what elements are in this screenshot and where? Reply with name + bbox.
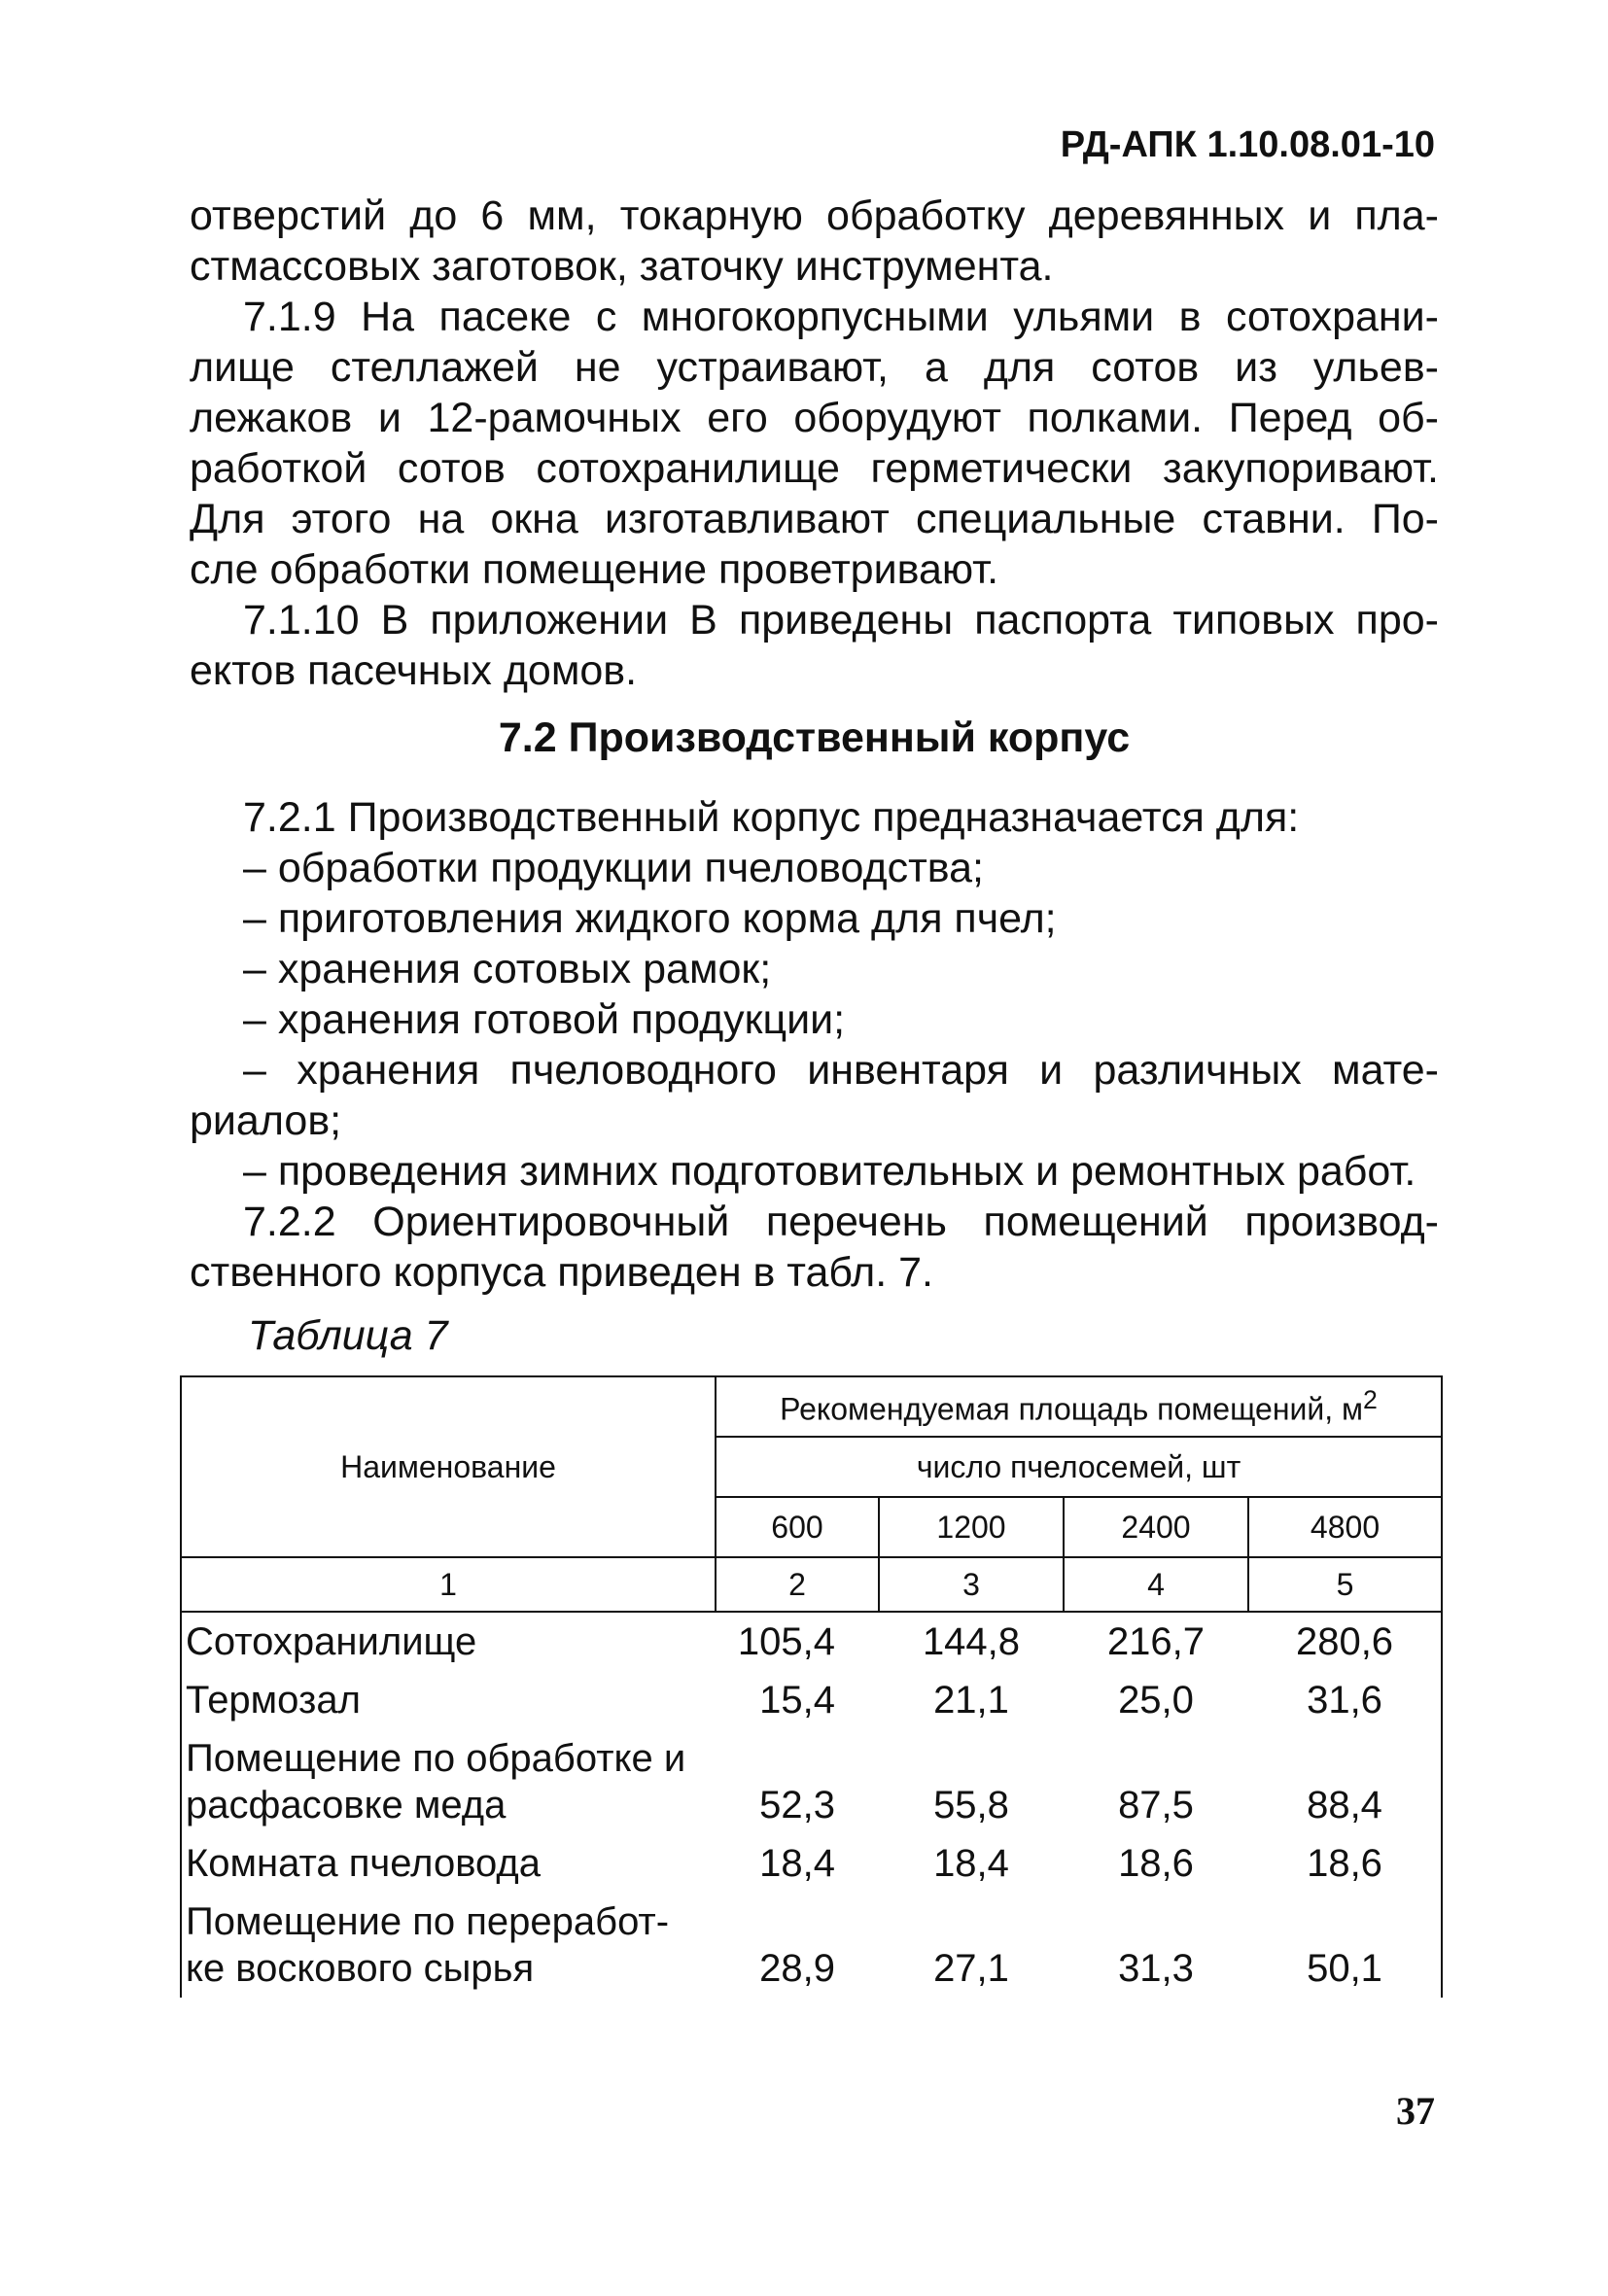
- table-cell: 88,4: [1248, 1729, 1442, 1834]
- table-cell: 18,6: [1248, 1834, 1442, 1893]
- column-header: 2400: [1064, 1497, 1248, 1557]
- text-line: Для этого на окна изготавливают специальные ставни. По-: [190, 496, 1439, 542]
- list-item: – хранения пчеловодного инвентаря и различных мате-: [243, 1047, 1439, 1094]
- column-number: 4: [1064, 1557, 1248, 1612]
- paragraph-7-1-9: [190, 292, 1439, 595]
- text-line: ектов пасечных домов.: [190, 647, 638, 694]
- table-cell: 55,8: [933, 1784, 1009, 1826]
- text-line: лежаков и 12-рамочных его оборудуют полками. Перед об-: [190, 395, 1439, 441]
- table-cell: 28,9: [759, 1947, 835, 1990]
- table-cell: 50,1: [1248, 1893, 1442, 1998]
- table-cell: 31,3: [1118, 1947, 1194, 1990]
- section-heading: 7.2 Производственный корпус: [498, 714, 1131, 761]
- text-line: сле обработки помещение проветривают.: [190, 546, 999, 593]
- row-name-line: Термозал: [186, 1679, 361, 1722]
- row-name: [181, 1729, 716, 1834]
- list-item: – хранения готовой продукции;: [243, 996, 846, 1043]
- table-cell: 18,4: [933, 1842, 1009, 1885]
- paragraph-7-1-10: [190, 595, 1439, 696]
- column-number: 3: [879, 1557, 1064, 1612]
- column-header: 1200: [879, 1497, 1064, 1557]
- text-line: отверстий до 6 мм, токарную обработку деревянных и пла-: [190, 192, 1439, 239]
- text-line: 7.2.2 Ориентировочный перечень помещений производ-: [243, 1199, 1439, 1245]
- table-cell: 15,4: [759, 1679, 835, 1722]
- table-cell: 105,4: [737, 1620, 835, 1663]
- page-number: 37: [1396, 2089, 1435, 2133]
- header-area-sup: 2: [1363, 1385, 1378, 1415]
- column-number: 2: [716, 1557, 879, 1612]
- table-row: [181, 1729, 1442, 1834]
- table-cell: 27,1: [933, 1947, 1009, 1990]
- rooms-area-table: [180, 1375, 1443, 1998]
- table-row: [181, 1671, 1442, 1729]
- table-row: [181, 1612, 1442, 1671]
- row-name-line: расфасовке меда: [186, 1784, 507, 1826]
- table-cell: 18,4: [759, 1842, 835, 1885]
- list-item: – обработки продукции пчеловодства;: [243, 845, 984, 891]
- row-name-line: Помещение по переработ-: [186, 1900, 670, 1943]
- list-item: – хранения сотовых рамок;: [243, 946, 772, 992]
- text-line: ственного корпуса приведен в табл. 7.: [190, 1249, 933, 1296]
- table-cell: 216,7: [1106, 1620, 1206, 1663]
- column-number: 5: [1248, 1557, 1442, 1612]
- table-cell: 18,6: [1118, 1842, 1194, 1885]
- column-header: 600: [716, 1497, 879, 1557]
- table-cell: 21,1: [933, 1679, 1009, 1722]
- table-caption: Таблица 7: [248, 1312, 448, 1359]
- table-row: [181, 1893, 1442, 1998]
- table-cell: 25,0: [1118, 1679, 1194, 1722]
- table-cell: 52,3: [759, 1784, 835, 1826]
- document-code: РД-АПК 1.10.08.01-10: [1060, 124, 1435, 165]
- row-name-line: ке воскового сырья: [186, 1947, 535, 1990]
- table-cell: 280,6: [1248, 1612, 1442, 1671]
- text-line: 7.1.10 В приложении В приведены паспорта типовых про-: [243, 597, 1439, 644]
- table-cell: 144,8: [922, 1620, 1021, 1663]
- column-header: 4800: [1248, 1497, 1442, 1557]
- table-cell: 87,5: [1118, 1784, 1194, 1826]
- header-name: Наименование: [181, 1376, 716, 1557]
- text-line: 7.1.9 На пасеке с многокорпусными ульями в сотохрани-: [243, 294, 1439, 340]
- header-count: число пчелосемей, шт: [716, 1437, 1442, 1497]
- list-item: – проведения зимних подготовительных и ремонтных работ.: [243, 1148, 1416, 1195]
- text-line: стмассовых заготовок, заточку инструмента.: [190, 243, 1054, 290]
- text-line: лище стеллажей не устраивают, а для сотов из ульев-: [190, 344, 1439, 391]
- row-name: [181, 1834, 716, 1893]
- row-name-line: Сотохранилище: [186, 1620, 477, 1663]
- row-name-line: Комната пчеловода: [186, 1842, 541, 1885]
- header-area: [716, 1376, 1442, 1437]
- list-item-continuation: риалов;: [190, 1097, 342, 1144]
- intro-paragraph: [190, 191, 1439, 292]
- row-name: [181, 1671, 716, 1729]
- table-cell: 31,6: [1248, 1671, 1442, 1729]
- row-name: [181, 1893, 716, 1998]
- paragraph-7-2-1: [190, 792, 1439, 1197]
- text-line: работкой сотов сотохранилище герметически закупоривают.: [190, 445, 1439, 492]
- header-area-text: Рекомендуемая площадь помещений, м: [780, 1391, 1364, 1427]
- row-name-line: Помещение по обработке и: [186, 1737, 686, 1780]
- text-line: 7.2.1 Производственный корпус предназначается для:: [243, 794, 1300, 841]
- row-name: [181, 1612, 716, 1671]
- table-row: [181, 1834, 1442, 1893]
- paragraph-7-2-2: [190, 1197, 1439, 1298]
- list-item: – приготовления жидкого корма для пчел;: [243, 895, 1057, 942]
- column-number: 1: [181, 1557, 716, 1612]
